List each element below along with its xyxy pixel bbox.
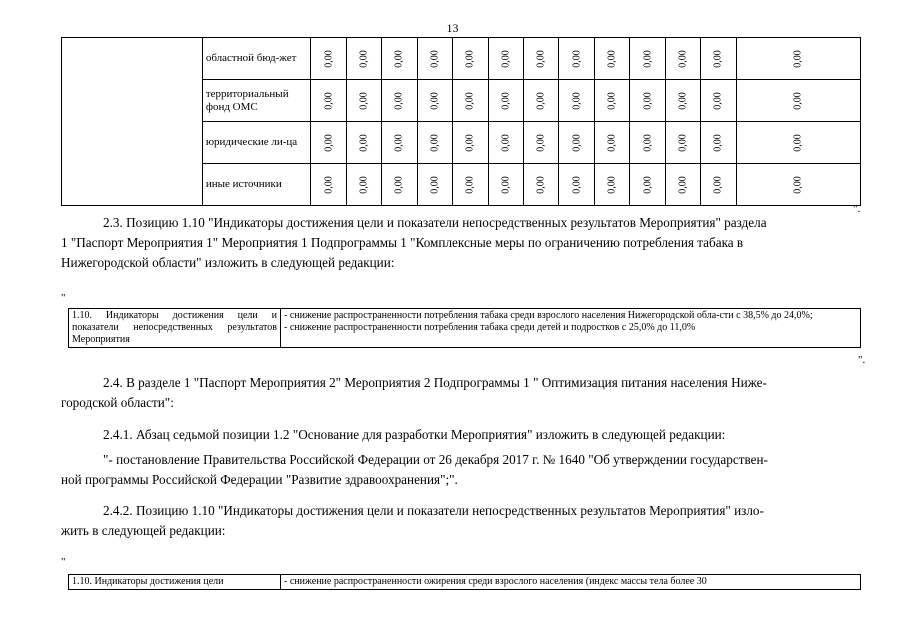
funding-value: 0,00 (393, 91, 405, 110)
funding-value: 0,00 (642, 175, 654, 194)
funding-value: 0,00 (500, 133, 512, 152)
funding-value-cell (311, 38, 346, 80)
funding-value-cell (417, 38, 452, 80)
funding-value-cell (311, 80, 346, 122)
funding-value-cell (524, 38, 559, 80)
funding-value: 0,00 (535, 49, 547, 68)
indicator-label: 1.10. Индикаторы достижения цели и показатели непосредственных результатов Мероприятия (69, 309, 281, 348)
funding-value: 0,00 (606, 49, 618, 68)
paragraph-2-3 (61, 213, 861, 273)
funding-value-cell (559, 164, 594, 206)
funding-value-cell (736, 80, 860, 122)
funding-value-cell (346, 122, 381, 164)
indicator-label-2: 1.10. Индикаторы достижения цели (69, 575, 281, 590)
funding-value: 0,00 (464, 91, 476, 110)
paragraph-2-3-line1: 2.3. Позицию 1.10 "Индикаторы достижения цели и показатели непосредственных результатов Мероприятия" раздела (103, 215, 767, 230)
funding-value-cell (630, 80, 665, 122)
funding-value-cell (382, 122, 417, 164)
indicator-text: - снижение распространенности потребления табака среди взрослого населения Нижегородской обла-сти с 38,5% до 24,0%; - снижение распространенности потребления табака среди детей и подростков с 25,0% до 11,0% (281, 309, 861, 348)
funding-value: 0,00 (642, 49, 654, 68)
funding-value: 0,00 (323, 133, 334, 152)
funding-value-cell (382, 38, 417, 80)
funding-value: 0,00 (358, 175, 370, 194)
funding-value-cell (417, 80, 452, 122)
funding-value-cell (453, 80, 488, 122)
funding-value: 0,00 (358, 49, 370, 68)
funding-value: 0,00 (792, 175, 804, 194)
table-closing-quote: ". (853, 203, 861, 215)
funding-value: 0,00 (393, 175, 405, 194)
paragraph-2-4-2-line1: 2.4.2. Позицию 1.10 "Индикаторы достижения цели и показатели непосредственных результатов Мероприятия" изло- (103, 503, 764, 518)
paragraph-2-4-2-line2: жить в следующей редакции: (61, 523, 226, 538)
funding-value-cell (524, 80, 559, 122)
funding-value: 0,00 (571, 133, 583, 152)
funding-value: 0,00 (571, 49, 583, 68)
funding-value-cell (594, 80, 629, 122)
funding-value: 0,00 (358, 91, 370, 110)
funding-value-cell (488, 122, 523, 164)
funding-value-cell (630, 164, 665, 206)
paragraph-quote (61, 450, 861, 490)
paragraph-2-4-1 (61, 425, 861, 445)
funding-value-cell (665, 80, 700, 122)
funding-value: 0,00 (535, 91, 547, 110)
funding-value: 0,00 (500, 175, 512, 194)
funding-value-cell (701, 122, 736, 164)
funding-value: 0,00 (677, 175, 689, 194)
funding-value-cell (594, 164, 629, 206)
funding-value: 0,00 (571, 175, 583, 194)
funding-value: 0,00 (323, 91, 334, 110)
funding-value-cell (594, 122, 629, 164)
funding-value-cell (488, 38, 523, 80)
funding-value-cell (665, 164, 700, 206)
funding-value-cell (524, 122, 559, 164)
funding-source-cell: юридические ли-ца (202, 122, 310, 164)
funding-value-cell (524, 164, 559, 206)
funding-value-cell (382, 164, 417, 206)
funding-value: 0,00 (571, 91, 583, 110)
indicator-table-2 (68, 574, 861, 590)
funding-value: 0,00 (677, 133, 689, 152)
funding-value: 0,00 (358, 133, 370, 152)
funding-value: 0,00 (712, 133, 724, 152)
funding-value-cell (346, 38, 381, 80)
funding-table (61, 37, 861, 206)
funding-value: 0,00 (429, 91, 441, 110)
table-row (62, 38, 861, 80)
paragraph-2-3-line3: Нижегородской области" изложить в следующей редакции: (61, 255, 395, 270)
funding-value: 0,00 (606, 175, 618, 194)
funding-value-cell (488, 164, 523, 206)
funding-value: 0,00 (677, 49, 689, 68)
open-quote-2: " (61, 556, 66, 568)
funding-value: 0,00 (712, 49, 724, 68)
paragraph-2-3-line2: 1 "Паспорт Мероприятия 1" Мероприятия 1 Подпрограммы 1 "Комплексные меры по ограничению потребления табака в (61, 235, 744, 250)
funding-value: 0,00 (429, 49, 441, 68)
paragraph-quote-line2: ной программы Российской Федерации "Развитие здравоохранения";". (61, 472, 458, 487)
funding-value-cell (630, 38, 665, 80)
funding-value: 0,00 (535, 133, 547, 152)
funding-value: 0,00 (677, 91, 689, 110)
funding-value-cell (559, 122, 594, 164)
funding-value-cell (346, 164, 381, 206)
funding-value: 0,00 (500, 49, 512, 68)
funding-value-cell (417, 122, 452, 164)
paragraph-quote-line1: "- постановление Правительства Российской Федерации от 26 декабря 2017 г. № 1640 "Об утверждении государствен- (103, 452, 768, 467)
funding-value-cell (311, 164, 346, 206)
funding-value-cell (346, 80, 381, 122)
funding-value: 0,00 (429, 175, 441, 194)
funding-value: 0,00 (323, 49, 334, 68)
funding-value: 0,00 (535, 175, 547, 194)
funding-value: 0,00 (464, 133, 476, 152)
funding-value: 0,00 (642, 133, 654, 152)
funding-value: 0,00 (712, 175, 724, 194)
funding-value: 0,00 (642, 91, 654, 110)
funding-value-cell (488, 80, 523, 122)
funding-value: 0,00 (429, 133, 441, 152)
funding-source-cell: территориальный фонд ОМС (202, 80, 310, 122)
funding-value-cell (453, 164, 488, 206)
funding-value: 0,00 (792, 91, 804, 110)
funding-value-cell (417, 164, 452, 206)
funding-value: 0,00 (792, 49, 804, 68)
funding-source-cell: иные источники (202, 164, 310, 206)
funding-value-cell (594, 38, 629, 80)
funding-value-cell (311, 122, 346, 164)
funding-value: 0,00 (712, 91, 724, 110)
funding-value-cell (701, 38, 736, 80)
funding-value: 0,00 (323, 175, 334, 194)
paragraph-2-4-line1: 2.4. В разделе 1 "Паспорт Мероприятия 2" Мероприятия 2 Подпрограммы 1 " Оптимизация питания населения Ниже- (103, 375, 767, 390)
paragraph-2-4-line2: городской области": (61, 395, 174, 410)
indicator-table-1 (68, 308, 861, 348)
funding-source-cell: областной бюд-жет (202, 38, 310, 80)
funding-value-cell (453, 38, 488, 80)
funding-value: 0,00 (393, 133, 405, 152)
funding-value: 0,00 (464, 175, 476, 194)
indicator-text-2: - снижение распространенности ожирения среди взрослого населения (индекс массы тела более 30 (281, 575, 861, 590)
open-quote: " (61, 292, 66, 304)
funding-value: 0,00 (606, 133, 618, 152)
paragraph-2-4 (61, 373, 861, 413)
funding-value-cell (736, 38, 860, 80)
funding-value: 0,00 (792, 133, 804, 152)
funding-value-cell (736, 122, 860, 164)
funding-value-cell (453, 122, 488, 164)
funding-value-cell (559, 38, 594, 80)
page-number: 13 (446, 21, 459, 35)
funding-value-cell (382, 80, 417, 122)
funding-value: 0,00 (393, 49, 405, 68)
funding-value-cell (630, 122, 665, 164)
funding-value-cell (736, 164, 860, 206)
indicator-closing-quote: ". (858, 354, 866, 366)
funding-value-cell (701, 80, 736, 122)
paragraph-2-4-2 (61, 501, 861, 541)
funding-value-cell (665, 122, 700, 164)
funding-value-cell (665, 38, 700, 80)
funding-value-cell (559, 80, 594, 122)
blank-cell (62, 38, 203, 206)
paragraph-2-4-1-text: 2.4.1. Абзац седьмой позиции 1.2 "Основание для разработки Мероприятия" изложить в следующей редакции: (103, 427, 726, 442)
funding-value-cell (701, 164, 736, 206)
funding-value: 0,00 (500, 91, 512, 110)
funding-value: 0,00 (606, 91, 618, 110)
funding-value: 0,00 (464, 49, 476, 68)
